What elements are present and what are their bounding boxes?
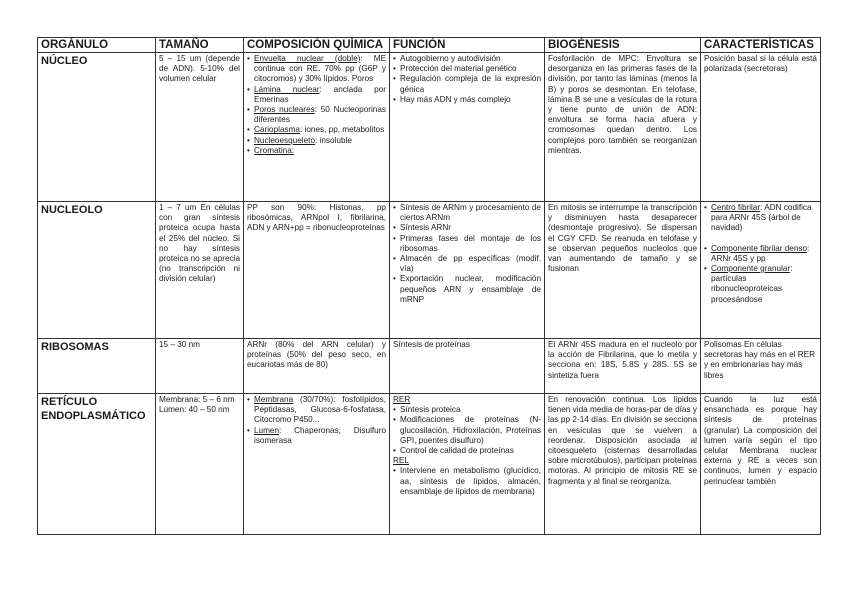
size-cell: 5 – 15 um (depende de ADN). 5-10% del volumen celular (156, 53, 244, 202)
list-item: • Síntesis de ARNm y procesamiento de ciertos ARNm (393, 203, 541, 223)
header-caracteristicas: CARACTERÍSTICAS (701, 38, 821, 53)
list-item: • Autogobierno y autodivisión (393, 54, 541, 64)
composition-list (247, 54, 386, 156)
list-item: • Centro fibrilar: ADN codifica para ARNr 45S (árbol de navidad) (704, 203, 817, 234)
rer-function-list (393, 405, 541, 456)
rel-function-list (393, 466, 541, 497)
header-biogenesis: BIOGÉNESIS (545, 38, 701, 53)
rel-label: REL (393, 456, 409, 466)
size-lumen: Lumen: 40 – 50 nm (159, 405, 230, 415)
function-cell (390, 202, 545, 339)
size-membrane: Membrana: 5 – 6 nm (159, 395, 235, 404)
table-row (38, 202, 821, 339)
biogenesis-cell: En renovación continua. Los lípidos tienen vida media de horas-par de días y las pp 2-14 días. En división se secciona en vesículas que se vuelven a reordenar. Disposición asociada al citoesqueleto (cisternas desarrolladas sobre microtúbulos), participan proteínas motoras. Al principio de mitosis RE se fragmenta y al final se reorganiza. (545, 394, 701, 535)
organelle-name: RETÍCULO ENDOPLASMÁTICO (38, 394, 156, 535)
table-row (38, 339, 821, 394)
list-item: • Protección del material genético (393, 64, 541, 74)
biogenesis-cell: El ARNr 45S madura en el nucleolo por la acción de Fibrilarina, que lo metila y secciona en: 18S, 5.8S y 28S. 5S se sintetiza fuera (545, 339, 701, 394)
list-item: • Carioplasma: iones, pp, metabolitos (247, 125, 386, 135)
features-cell (701, 202, 821, 339)
biogenesis-cell: En mitosis se interrumpe la transcripción y disminuyen hasta desaparecer (desmontaje progresivo). Se dispersan el CGY CFD. Se reanuda en telofase y se observan pequeños nucleolos que van aumentando de tamaño y se fusionan (545, 202, 701, 339)
table-row (38, 53, 821, 202)
table-header-row (38, 38, 821, 53)
features-cell: Posición basal si la célula está polarizada (secretoras) (701, 53, 821, 202)
list-item: • Regulación compleja de la expresión génica (393, 74, 541, 94)
biogenesis-cell: Fosforilación de MPC: Envoltura se desorganiza en las primeras fases de la división, por tanto las láminas (menos la B) y poros se desmontan. En telofase, lámina B se une a vesículas de la rotura y tiene punto de unión de ADN: envoltura se forma hacia afuera y cromosomas quedan dentro. Los complejos poro también se reorganizan mientras. (545, 53, 701, 202)
function-list (393, 54, 541, 105)
composition-cell: PP son 90%: Histonas, pp ribosómicas, ARNpol I, fibrilarina, ADN y ARN+pp = ribonucleoproteínas (244, 202, 390, 339)
list-item: • Hay más ADN y más complejo (393, 95, 541, 105)
list-item: • Control de calidad de proteínas (393, 446, 541, 456)
list-item: • Interviene en metabolismo (glucídico, aa, síntesis de lípidos, almacén, ensamblaje de lípidos de membrana) (393, 466, 541, 497)
list-item: • Nucleoesqueleto: insoluble (247, 136, 386, 146)
list-item: • Primeras fases del montaje de los ribosomas (393, 234, 541, 254)
features-cell: Cuando la luz está ensanchada es porque hay síntesis de proteínas (granular) La composición del lumen varía según el tipo celular Membrana nuclear externa y RE a veces son continuos, lumen y espacio perinuclear también (701, 394, 821, 535)
list-item: • Lámina nuclear: anclada por Emerinas (247, 85, 386, 105)
list-item: • Componente fibrilar denso: ARNr 45S y pp (704, 244, 817, 264)
list-item: • Almacén de pp específicas (modif. vía) (393, 254, 541, 274)
table-row (38, 394, 821, 535)
header-funcion: FUNCIÓN (390, 38, 545, 53)
list-item: • Síntesis proteica (393, 405, 541, 415)
features-cell: Polisomas En células secretoras hay más en el RER y en embrionarias hay más libres (701, 339, 821, 394)
size-cell: 15 – 30 nm (156, 339, 244, 394)
composition-cell (244, 53, 390, 202)
header-composicion: COMPOSICIÓN QUÍMICA (244, 38, 390, 53)
composition-cell (244, 394, 390, 535)
function-cell: Síntesis de proteínas (390, 339, 545, 394)
list-item: • Componente granular: partículas ribonucleoproteicas procesándose (704, 264, 817, 305)
organelle-name: RIBOSOMAS (38, 339, 156, 394)
list-item: • Síntesis ARNr (393, 223, 541, 233)
size-cell: 1 – 7 um En células con gran síntesis proteica ocupa hasta el 25% del núcleo. Si no hay síntesis proteica no se aprecia (no transcripción ni división celular) (156, 202, 244, 339)
rer-label: RER (393, 395, 411, 404)
header-organulo: ORGÁNULO (38, 38, 156, 53)
organelle-table (37, 37, 821, 535)
list-item: • Envuelta nuclear (doble): ME continua con RE. 70% pp (G6P y citocromos) y 30% lípidos. Poros (247, 54, 386, 85)
list-item: • Exportación nuclear, modificación pequeños ARN y ensamblaje de mRNP (393, 274, 541, 305)
composition-cell: ARNr (80% del ARN celular) y proteínas (50% del peso seco, en eucariotas más de 80) (244, 339, 390, 394)
function-cell (390, 394, 545, 535)
function-list (393, 203, 541, 305)
list-item: • Poros nucleares: 50 Nucleoporinas diferentes (247, 105, 386, 125)
list-item: • Lumen: Chaperonas, Disulfuro isomerasa (247, 426, 386, 446)
list-item: • Modificaciones de proteínas (N-glucosilación, Hidroxilación, Proteínas GPI, puentes disulfuro) (393, 415, 541, 446)
list-item: • Cromatina: (247, 146, 386, 156)
list-item: • Membrana (30/70%): fosfolípidos, Peptidasas, Glucosa-6-fosfatasa, Citocromo P450... (247, 395, 386, 426)
function-cell (390, 53, 545, 202)
organelle-name: NUCLEOLO (38, 202, 156, 339)
composition-list (247, 395, 386, 446)
features-list (704, 203, 817, 305)
size-cell (156, 394, 244, 535)
header-tamano: TAMAÑO (156, 38, 244, 53)
organelle-name: NÚCLEO (38, 53, 156, 202)
